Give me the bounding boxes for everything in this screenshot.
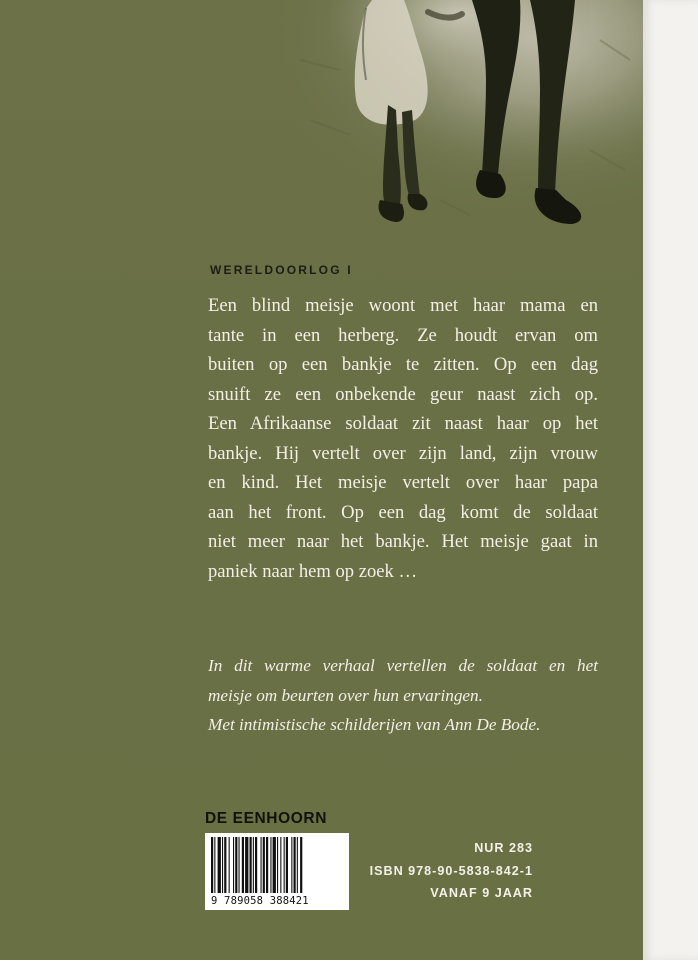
isbn-code: ISBN 978-90-5838-842-1 <box>369 863 533 878</box>
synopsis-line: snuift ze een onbekende geur naast zich op. <box>208 383 598 405</box>
synopsis-line: Een blind meisje woont met haar mama en <box>208 295 598 316</box>
synopsis-text <box>208 291 598 586</box>
synopsis-line: tante in een herberg. Ze houdt ervan om <box>208 324 598 346</box>
synopsis-line: paniek naar hem op zoek … <box>208 560 418 582</box>
barcode <box>205 833 349 910</box>
synopsis-line: buiten op een bankje te zitten. Op een dag <box>208 354 598 375</box>
publisher-name: DE EENHOORN <box>205 810 328 827</box>
synopsis-line: niet meer naar het bankje. Het meisje gaat in <box>208 531 598 552</box>
page-edge <box>643 0 698 960</box>
synopsis-line: aan het front. Op een dag komt de soldaat <box>208 501 598 523</box>
painting-illustration <box>0 0 643 250</box>
barcode-number: 9 789058 388421 <box>211 895 309 907</box>
nur-code: NUR 283 <box>474 841 533 855</box>
synopsis-line: Een Afrikaanse soldaat zit naast haar op het <box>208 413 598 434</box>
blurb-line: In dit warme verhaal vertellen de soldaat en het <box>208 656 598 675</box>
synopsis-line: en kind. Het meisje vertelt over haar papa <box>208 472 598 493</box>
blurb-line: Met intimistische schilderijen van Ann De Bode. <box>208 715 541 734</box>
age-label: VANAF 9 JAAR <box>430 886 533 900</box>
blurb-text <box>208 651 598 740</box>
blurb-line: meisje om beurten over hun ervaringen. <box>208 685 483 705</box>
category-label: WERELDOORLOG I <box>210 263 353 277</box>
synopsis-line: bankje. Hij vertelt over zijn land, zijn vrouw <box>208 442 598 464</box>
book-metadata <box>370 837 533 905</box>
